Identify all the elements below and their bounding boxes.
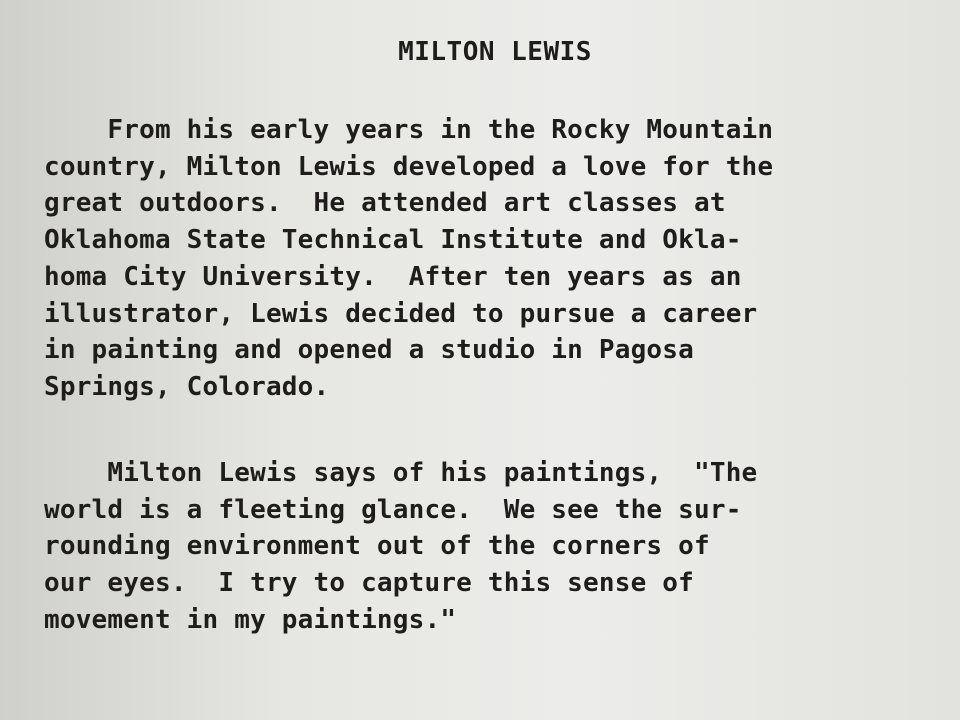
paragraph-line: homa City University. After ten years as an: [44, 261, 742, 292]
paragraph-line: great outdoors. He attended art classes at: [44, 188, 726, 219]
paragraph-line: our eyes. I try to capture this sense of: [44, 568, 694, 599]
biography-paragraph: [44, 112, 960, 406]
paragraph-line: From his early years in the Rocky Mountain: [44, 115, 774, 145]
paragraph-line: rounding environment out of the corners of: [44, 531, 710, 562]
paragraph-line: Milton Lewis says of his paintings, "The: [44, 458, 758, 488]
document-title: MILTON LEWIS: [398, 37, 592, 67]
paragraph-line: in painting and opened a studio in Pagosa: [44, 335, 694, 366]
paragraph-line: movement in my paintings.": [44, 604, 457, 635]
paragraph-line: Oklahoma State Technical Institute and Okla-: [44, 225, 742, 256]
paragraph-line: Springs, Colorado.: [44, 371, 330, 402]
quote-paragraph: [44, 455, 960, 639]
paragraph-line: country, Milton Lewis developed a love for the: [44, 151, 774, 182]
paragraph-line: illustrator, Lewis decided to pursue a career: [44, 298, 758, 329]
paragraph-line: world is a fleeting glance. We see the sur-: [44, 494, 742, 525]
